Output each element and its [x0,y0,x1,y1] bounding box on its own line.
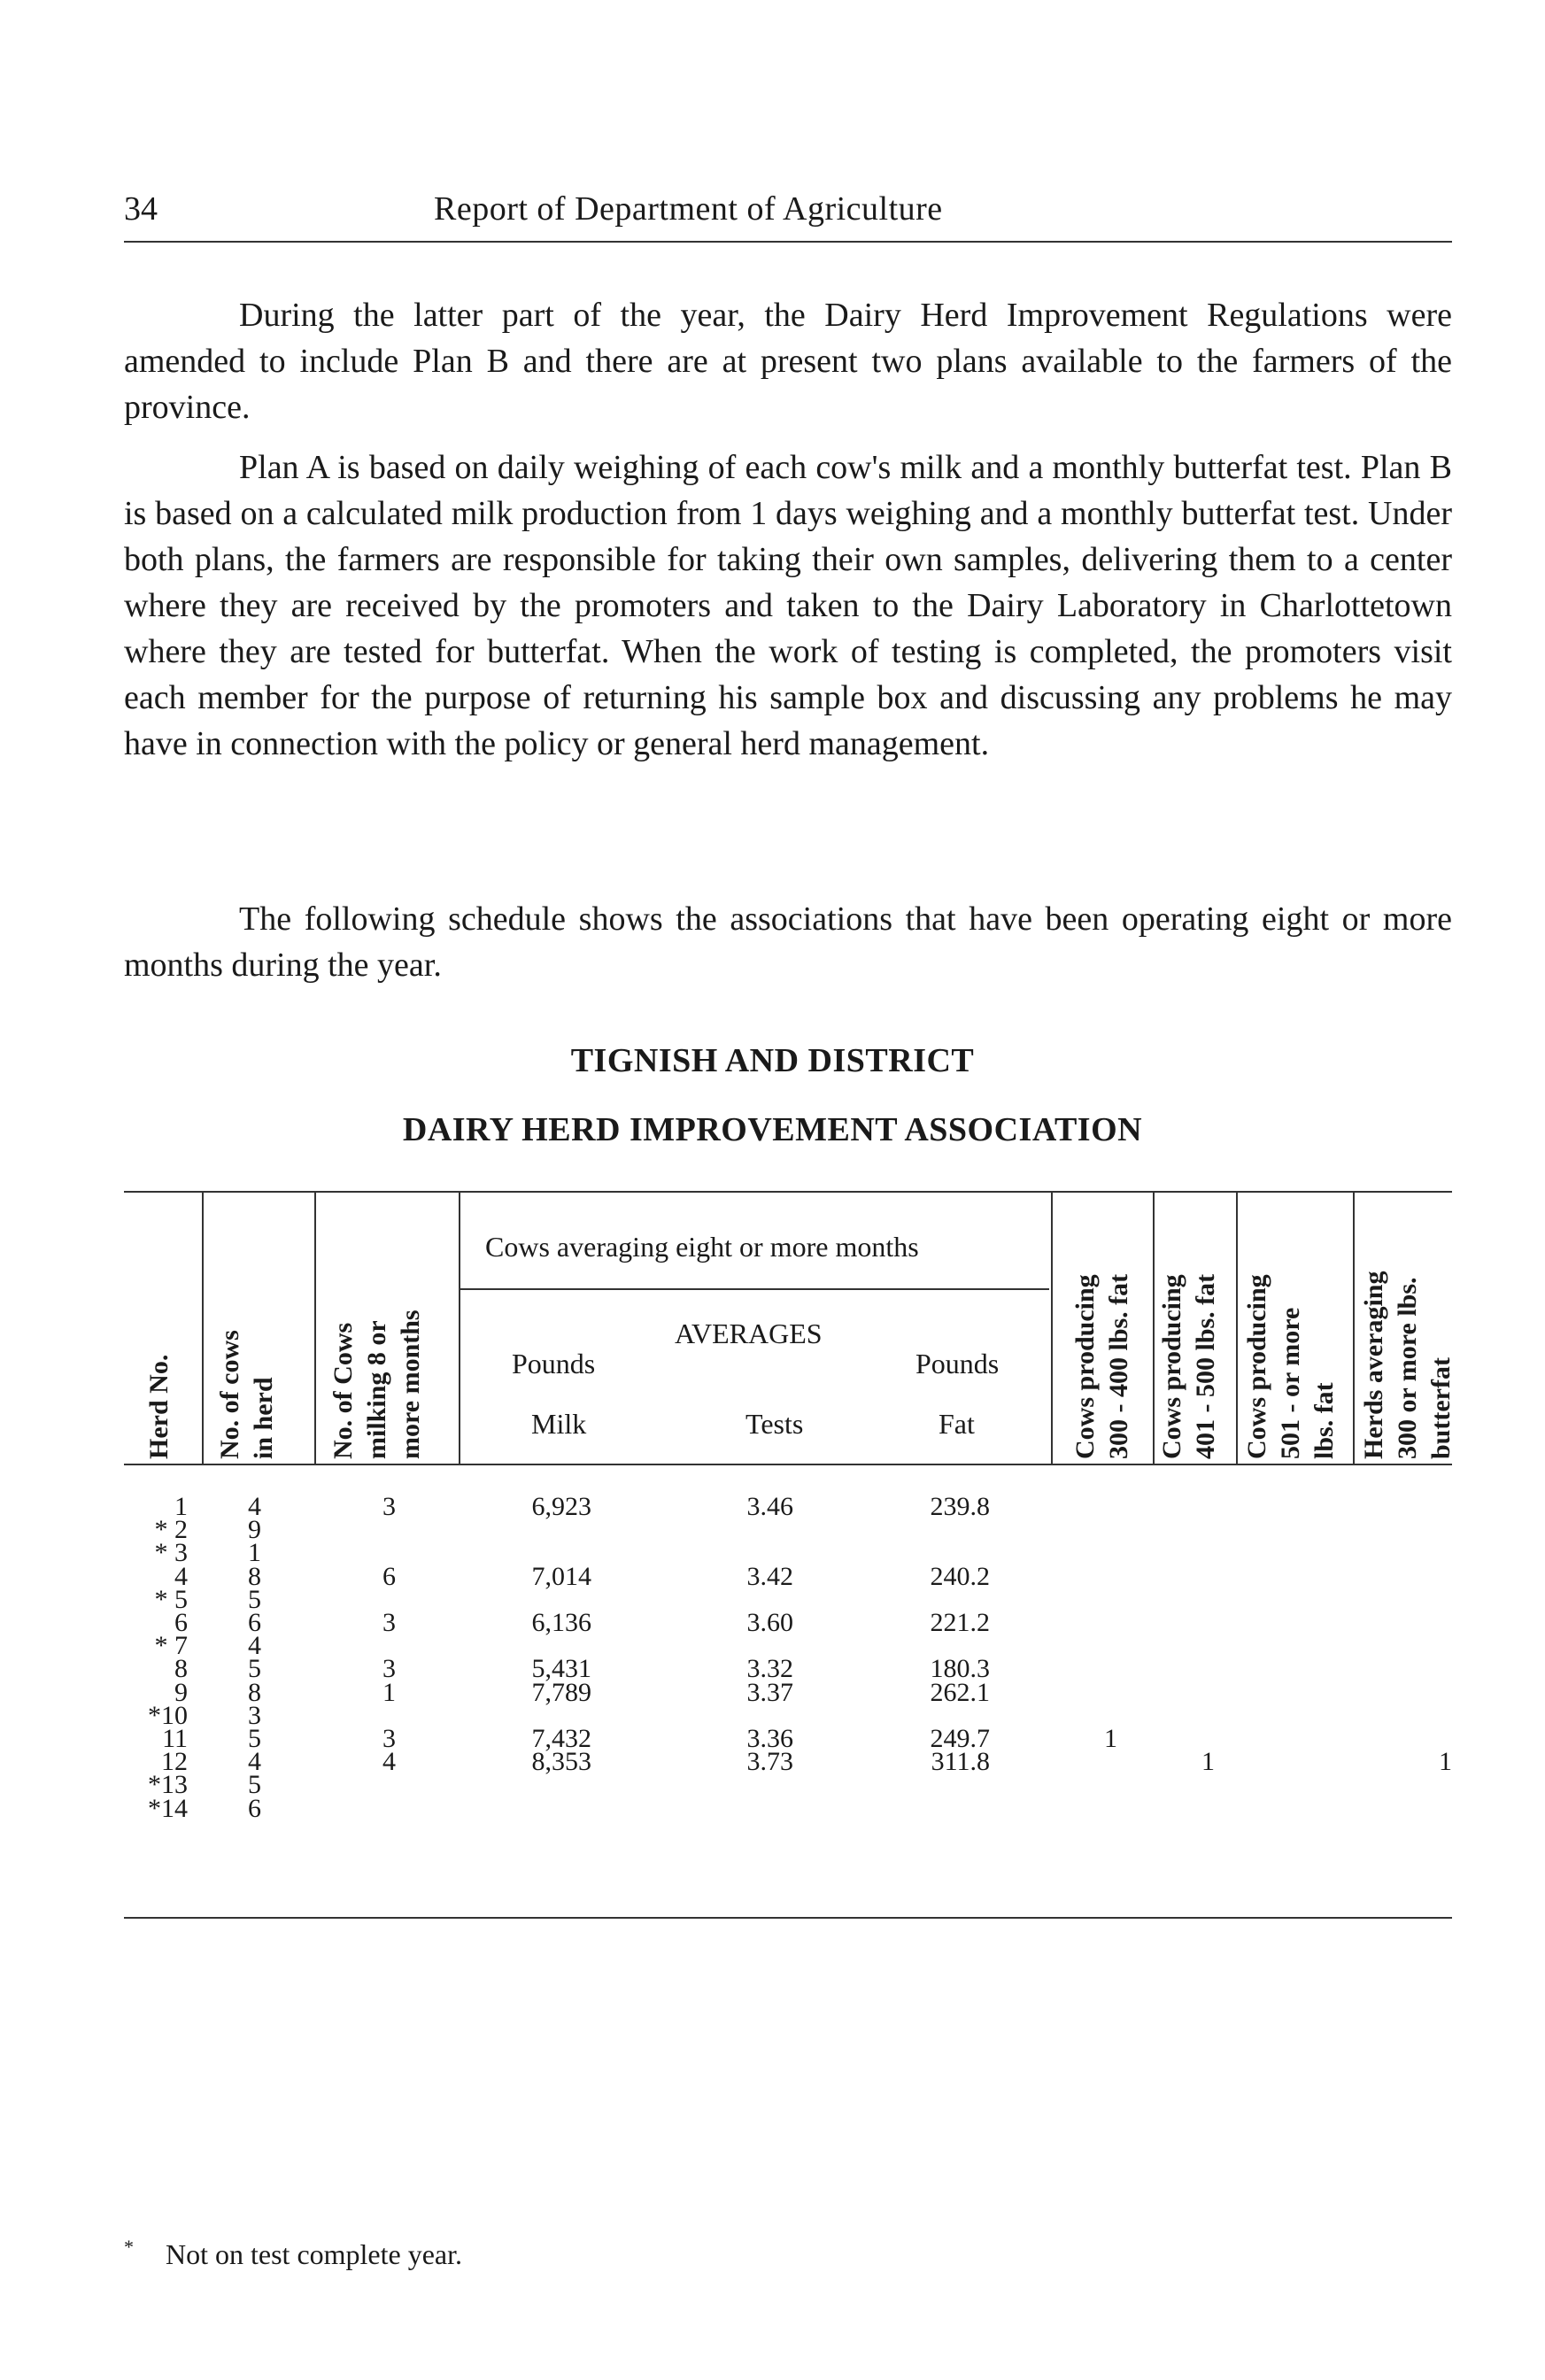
table-cell-herd: * 5 [154,1585,188,1614]
table-cell-milking: 6 [382,1562,396,1591]
table-cell-cows: 6 [248,1794,261,1823]
paragraph-3: The following schedule shows the associations that have been operating eight or more months during the year. [124,900,1452,984]
column-divider [459,1191,460,1464]
col-header-c401-2: 401 - 500 lbs. fat [1191,1273,1220,1459]
col-header-c501-1: Cows producing [1242,1274,1271,1459]
table-top-rule [124,1191,1452,1193]
table-cell-herd: 11 [162,1724,188,1753]
table-cell-cows: 5 [248,1724,261,1753]
column-divider [1051,1191,1053,1464]
footnote [124,2236,462,2271]
col-header-c501-2: 501 - or more [1276,1307,1305,1459]
table-cell-milk: 7,432 [531,1724,591,1753]
col-header-c501-3: lbs. fat [1309,1382,1339,1459]
table-title-line-1: TIGNISH AND DISTRICT [570,1042,975,1079]
table-cell-cows: 8 [248,1678,261,1707]
table-cell-milking: 3 [382,1492,396,1521]
footnote-mark: * [124,2236,134,2258]
table-cell-cows: 6 [248,1608,261,1637]
table-cell-milking: 1 [382,1678,396,1707]
col-header-herds300-3: butterfat [1426,1357,1456,1459]
col-header-cows-in-herd-1: No. of cows [215,1330,244,1459]
table-cell-herd: 12 [161,1747,188,1776]
table-cell-fat: 240.2 [930,1562,990,1591]
table-cell-cows: 5 [248,1654,261,1683]
table-bottom-rule [124,1917,1452,1919]
column-divider [202,1191,204,1464]
table-cell-cows: 4 [248,1492,261,1521]
table-cell-herd: *10 [148,1701,188,1730]
table-cell-herd: * 2 [154,1515,188,1544]
table-cell-fat: 249.7 [930,1724,990,1753]
group-header-cows-averaging: Cows averaging eight or more months [485,1231,919,1263]
table-cell-herd: *13 [148,1770,188,1799]
table-cell-cows: 9 [248,1515,261,1544]
table-cell-herd: 4 [174,1562,188,1591]
paragraph-2: Plan A is based on daily weighing of each cow's milk and a monthly butterfat test. Plan B is based on a calculated milk production from 1 days weighing and a monthly butterfat test. Under both plans, the farmers are responsible for taking their own samples, delivering them to a center where they are received by the promoters and taken to the Dairy Laboratory in Charlottetown where they are tested for butterfat. When the work of testing is completed, the promoters visit each member for the purpose of returning his sample box and discussing any problems he may have in connection with the policy or general herd management. [124,449,1452,762]
table-cell-herd: 1 [174,1492,188,1521]
table-cell-test: 3.42 [746,1562,793,1591]
column-divider [314,1191,316,1464]
column-divider [1353,1191,1355,1464]
table-cell-test: 3.73 [746,1747,793,1776]
averages-header: AVERAGES [675,1318,823,1349]
table-cell-fat: 262.1 [930,1678,990,1707]
header-bottom-rule [124,1464,1452,1465]
table-cell-test: 3.36 [746,1724,793,1753]
table-cell-milk: 7,789 [531,1678,591,1707]
table-cell-herd: 6 [174,1608,188,1637]
table-cell-herd: * 7 [154,1631,188,1660]
table-cell-herd: 8 [174,1654,188,1683]
col-header-c300-1: Cows producing [1070,1274,1100,1459]
table-cell-cows: 4 [248,1747,261,1776]
table-cell-cows: 1 [248,1538,261,1567]
col-header-pounds-fat-2: Fat [939,1408,975,1440]
table-cell-milk: 6,923 [531,1492,591,1521]
table-cell-cows: 5 [248,1770,261,1799]
table-cell-c300: 1 [1104,1724,1117,1753]
table-title-line-2: DAIRY HERD IMPROVEMENT ASSOCIATION [402,1111,1143,1148]
paragraph-1: During the latter part of the year, the Dairy Herd Improvement Regulations were amended to include Plan B and there are at present two plans available to the farmers of the province. [124,297,1452,426]
table-cell-milking: 3 [382,1724,396,1753]
table-cell-milk: 8,353 [531,1747,591,1776]
table-cell-cows: 3 [248,1701,261,1730]
table-cell-fat: 311.8 [931,1747,990,1776]
col-header-c300-2: 300 - 400 lbs. fat [1104,1273,1133,1459]
header-divider [124,241,1452,243]
col-header-cows-milking-1: No. of Cows [328,1322,358,1459]
col-header-c401-1: Cows producing [1157,1274,1186,1459]
running-header: Report of Department of Agriculture [434,190,943,228]
col-header-herds300-1: Herds averaging [1359,1271,1388,1459]
table-cell-cows: 4 [248,1631,261,1660]
table-cell-cows: 5 [248,1585,261,1614]
page-number: 34 [124,190,158,228]
col-header-cows-milking-2: milking 8 or [362,1320,391,1459]
table-cell-herd: 9 [174,1678,188,1707]
table-cell-milk: 7,014 [531,1562,591,1591]
table-cell-fat: 239.8 [930,1492,990,1521]
col-header-pounds-milk-1: Pounds [512,1348,596,1379]
table-cell-c401: 1 [1201,1747,1215,1776]
col-header-pounds-milk-2: Milk [531,1408,587,1440]
group-header-rule [460,1288,1049,1290]
table-cell-test: 3.46 [746,1492,793,1521]
col-header-tests: Tests [745,1408,804,1440]
table-cell-cows: 8 [248,1562,261,1591]
table-cell-fat: 180.3 [930,1654,990,1683]
table-cell-milking: 4 [382,1747,396,1776]
table-cell-test: 3.32 [746,1654,793,1683]
table-cell-herds: 1 [1439,1747,1452,1776]
column-divider [1236,1191,1238,1464]
table-cell-test: 3.37 [746,1678,793,1707]
col-header-herds300-2: 300 or more lbs. [1393,1277,1422,1459]
table-cell-test: 3.60 [746,1608,793,1637]
col-header-pounds-fat-1: Pounds [915,1348,1000,1379]
table-cell-herd: *14 [148,1794,188,1823]
table-cell-milk: 5,431 [531,1654,591,1683]
column-divider [1153,1191,1155,1464]
col-header-herd-no: Herd No. [144,1354,174,1459]
table-cell-herd: * 3 [154,1538,188,1567]
table-cell-milk: 6,136 [531,1608,591,1637]
table-cell-fat: 221.2 [930,1608,990,1637]
table-cell-milking: 3 [382,1654,396,1683]
footnote-text: Not on test complete year. [166,2237,463,2270]
col-header-cows-milking-3: more months [396,1310,425,1459]
col-header-cows-in-herd-2: in herd [249,1377,278,1459]
table-cell-milking: 3 [382,1608,396,1637]
